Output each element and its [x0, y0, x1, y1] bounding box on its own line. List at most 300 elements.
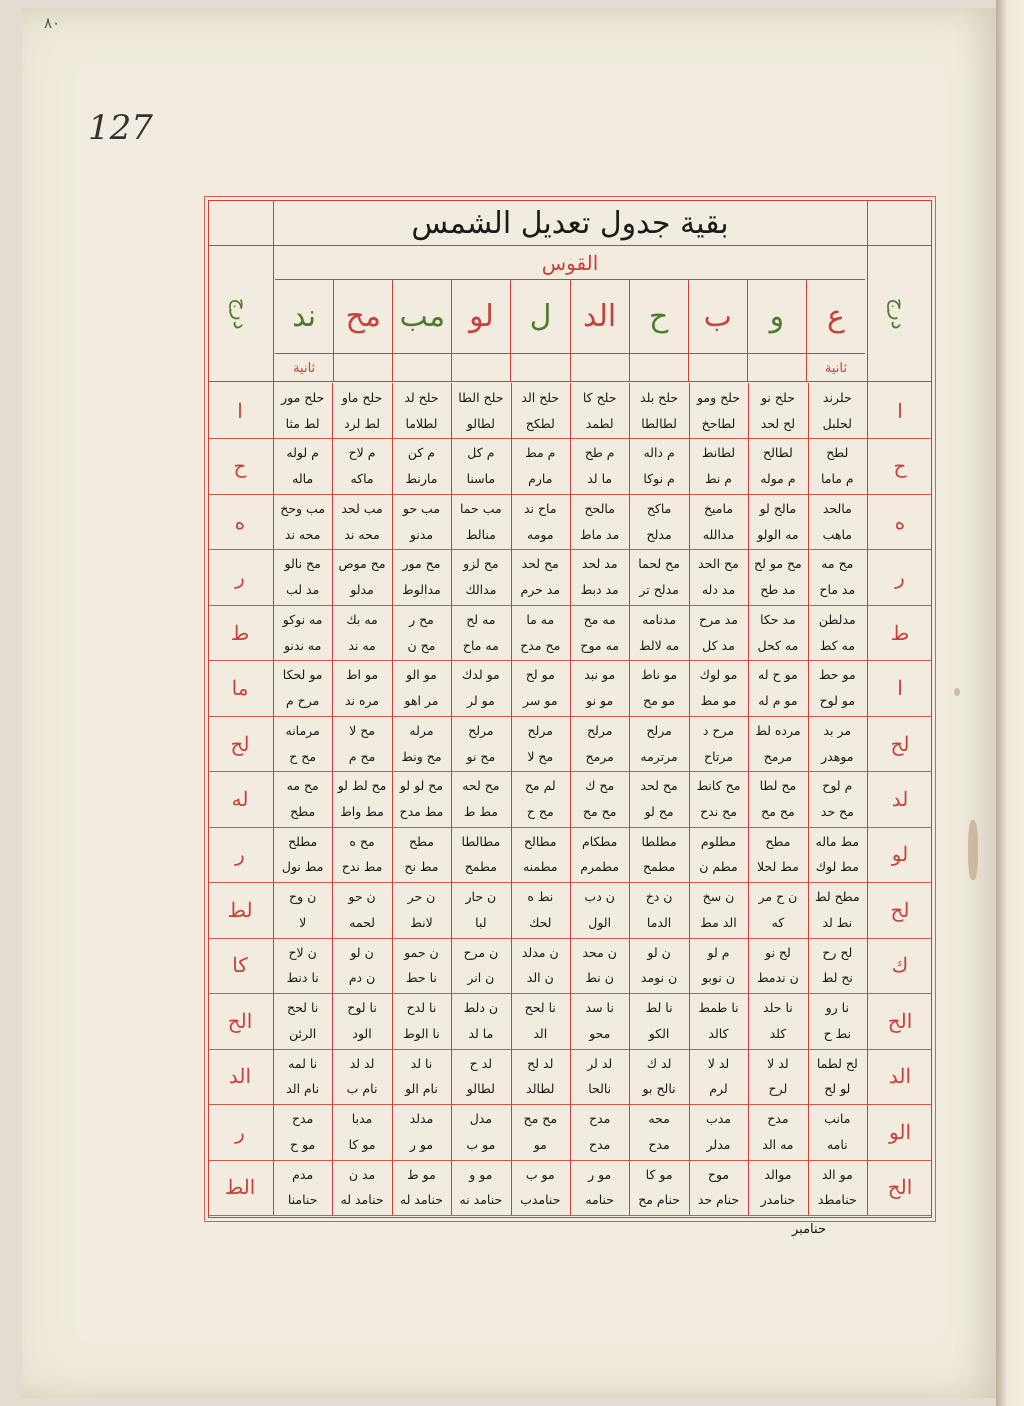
table-cell: [748, 771, 807, 826]
table-cell: [808, 716, 867, 771]
cell-value: حلح الطا: [458, 389, 504, 405]
cell-value: مو لح: [525, 667, 555, 683]
cell-value: نا الوط: [403, 1025, 440, 1041]
table-cell: [808, 1160, 867, 1215]
cell-value: لطلاما: [405, 415, 438, 431]
table-cell: [808, 605, 867, 660]
astronomical-table: [208, 200, 932, 1218]
row-sign-right: لو: [891, 842, 909, 867]
cell-value: مطح: [408, 833, 434, 849]
cell-value: نح لط: [821, 970, 853, 986]
cell-value: لط لرد: [344, 415, 381, 431]
cell-value: مطالح: [523, 833, 557, 849]
cell-value: مدل: [469, 1111, 493, 1127]
cell-value: ماكه: [350, 471, 374, 487]
cell-value: لطكح: [525, 415, 555, 431]
cell-value: ماله: [292, 471, 314, 487]
table-cell: [392, 1104, 451, 1159]
cell-value: ن حمو: [404, 944, 439, 960]
cell-value: نط لد: [822, 914, 853, 930]
row-sign-left: ا: [237, 398, 243, 423]
folio-number: 127: [88, 108, 153, 148]
cell-value: مو لر: [466, 693, 495, 709]
cell-value: مب حما: [460, 500, 502, 516]
cell-value: مدبا: [351, 1111, 373, 1127]
table-cell: [689, 494, 748, 549]
cell-value: مه الولو: [757, 526, 799, 542]
cell-value: مح مح: [761, 803, 795, 819]
cell-value: لحلبل: [822, 415, 852, 431]
cell-value: مدالله: [702, 526, 735, 542]
table-cell: [451, 938, 510, 993]
table-cell: [451, 383, 510, 438]
cell-value: مدلر: [706, 1136, 731, 1152]
degree-header: مح: [333, 279, 392, 353]
row-sign-right: الو: [889, 1119, 911, 1144]
row-sign-right: الح: [887, 1175, 913, 1200]
cell-value: مد لب: [285, 582, 320, 598]
cell-value: لو لح: [824, 1081, 851, 1097]
cell-value: كه: [771, 914, 785, 930]
cell-value: مدالوط: [402, 582, 441, 598]
row-sign-left: ما: [231, 676, 249, 701]
table-cell: [451, 1104, 510, 1159]
cell-value: مو و: [469, 1166, 493, 1182]
table-cell: [332, 438, 391, 493]
degree-header-row: [275, 279, 865, 353]
cell-value: نا دنط: [286, 970, 319, 986]
cell-value: مح ن: [407, 637, 436, 653]
cell-value: مب لحد: [341, 500, 383, 516]
corner-mark: ٨٠: [44, 14, 61, 32]
cell-value: ن لو: [350, 944, 374, 960]
cell-value: حلح الد: [521, 389, 560, 405]
cell-value: موح: [707, 1166, 730, 1182]
cell-value: مدالك: [465, 582, 497, 598]
cell-value: ن حار: [465, 889, 497, 905]
cell-value: مح لو لو: [399, 778, 444, 794]
table-cell: [511, 494, 570, 549]
table-cell: [332, 938, 391, 993]
cell-value: محو: [589, 1025, 611, 1041]
cell-value: مرمح: [763, 748, 793, 764]
table-cell: [273, 771, 332, 826]
ruling-line: [332, 383, 333, 1215]
cell-value: مط لحلا: [756, 859, 799, 875]
cell-value: مه ندنو: [283, 637, 322, 653]
cell-value: مو سر: [523, 693, 558, 709]
cell-value: مو ح: [290, 1136, 316, 1152]
table-cell: [808, 1104, 867, 1159]
table-cell: [332, 882, 391, 937]
table-cell: [273, 660, 332, 715]
degree-header: ع: [806, 279, 865, 353]
cell-value: ماميخ: [703, 500, 734, 516]
table-cell: [451, 827, 510, 882]
cell-value: حنامد له: [340, 1192, 384, 1208]
cell-value: م نط: [704, 471, 733, 487]
cell-value: مه مح: [583, 611, 616, 627]
cell-value: مد ن: [348, 1166, 376, 1182]
cell-value: مح مور: [402, 556, 441, 572]
row-sign-right: لح: [890, 731, 910, 756]
cell-value: مح لا: [349, 722, 375, 738]
table-cell: [392, 827, 451, 882]
cell-value: نا طمط: [698, 1000, 739, 1016]
table-cell: [808, 383, 867, 438]
table-cell: [511, 827, 570, 882]
cell-value: نا حلد: [763, 1000, 793, 1016]
table-cell: [273, 1104, 332, 1159]
cell-value: مدنو: [409, 526, 434, 542]
table-cell: [273, 1049, 332, 1104]
cell-value: مح ه: [349, 833, 375, 849]
row-sign-left: ر: [235, 1119, 245, 1144]
table-cell: [511, 1160, 570, 1215]
table-cell: [689, 438, 748, 493]
cell-value: مد حرم: [520, 582, 561, 598]
cell-value: مو حط: [818, 667, 856, 683]
cell-value: م ماما: [820, 471, 854, 487]
cell-value: حنامطد: [817, 1192, 857, 1208]
cell-value: حنامنا: [287, 1192, 318, 1208]
cell-value: مدح: [767, 1111, 789, 1127]
row-sign-left: الد: [228, 1064, 252, 1089]
cell-value: ن محد: [582, 944, 617, 960]
cell-value: مرتاح: [704, 748, 733, 764]
table-cell: [392, 605, 451, 660]
cell-value: لح نو: [765, 944, 791, 960]
table-cell: [629, 882, 688, 937]
table-cell: [689, 827, 748, 882]
cell-value: ن دم: [348, 970, 376, 986]
cell-value: ن لو: [647, 944, 671, 960]
cell-value: مو اط: [345, 667, 379, 683]
table-cell: [273, 549, 332, 604]
cell-value: مد كل: [702, 637, 735, 653]
title-band: [209, 201, 931, 246]
cell-value: مح لط لو: [337, 778, 387, 794]
table-cell: [392, 383, 451, 438]
cell-value: مطكام: [581, 833, 618, 849]
cell-value: مو كا: [645, 1166, 673, 1182]
cell-value: ن مرح: [463, 944, 499, 960]
cell-value: مارم: [528, 471, 553, 487]
table-cell: [392, 993, 451, 1048]
catchword: حنامبر: [792, 1222, 826, 1237]
ruling-line: [748, 383, 749, 1215]
cell-value: مد دله: [701, 582, 736, 598]
table-body: [209, 383, 931, 1215]
cell-value: ماكح: [646, 500, 672, 516]
row-sign-right: ر: [895, 565, 905, 590]
table-cell: [689, 1160, 748, 1215]
side-label-right: درج: [887, 298, 911, 330]
cell-value: حلح بلد: [640, 389, 679, 405]
cell-value: محه ند: [344, 526, 380, 542]
cell-value: ن انر: [467, 970, 495, 986]
cell-value: مط ماله: [815, 833, 860, 849]
cell-value: ن وح: [289, 889, 317, 905]
cell-value: مب حو: [402, 500, 441, 516]
cell-value: مو ط: [407, 1166, 436, 1182]
degree-header: ح: [629, 279, 688, 353]
subheader-cell: [510, 354, 569, 382]
cell-value: حنامه: [585, 1192, 615, 1208]
cell-value: م طح: [584, 445, 615, 461]
table-cell: [392, 1049, 451, 1104]
table-cell: [629, 827, 688, 882]
table-cell: [392, 494, 451, 549]
table-cell: [511, 660, 570, 715]
cell-value: مدب: [705, 1111, 731, 1127]
cell-value: مدنامه: [642, 611, 677, 627]
cell-value: مط نول: [281, 859, 324, 875]
cell-value: لطالو: [466, 1081, 495, 1097]
cell-value: مح لا: [527, 748, 554, 764]
cell-value: مانب: [824, 1111, 851, 1127]
table-cell: [570, 771, 629, 826]
cell-value: حلح كا: [582, 389, 617, 405]
table-cell: [392, 716, 451, 771]
cell-value: مح نو: [466, 748, 496, 764]
cell-value: مح لزو: [463, 556, 499, 572]
table-cell: [570, 438, 629, 493]
cell-value: نا لط: [645, 1000, 673, 1016]
cell-value: مطلطا: [641, 833, 677, 849]
cell-value: مط لوك: [815, 859, 859, 875]
table-cell: [570, 827, 629, 882]
cell-value: نامه: [826, 1136, 848, 1152]
cell-value: مو ر: [588, 1166, 612, 1182]
table-title: بقية جدول تعديل الشمس: [411, 205, 729, 241]
cell-value: مب وحخ: [280, 500, 326, 516]
degree-header: لو: [451, 279, 510, 353]
subheader-row: [275, 353, 865, 382]
cell-value: مه نوكو: [282, 611, 323, 627]
row-sign-left: لط: [227, 897, 253, 922]
cell-value: نا لمه: [288, 1055, 318, 1071]
cell-value: مومه: [526, 526, 554, 542]
table-cell: [273, 938, 332, 993]
cell-value: لا: [299, 914, 307, 930]
cell-value: مدم: [292, 1166, 314, 1182]
subheader-cell: ثانية: [293, 360, 316, 376]
cell-value: مح الحد: [698, 556, 739, 572]
row-sign-right: الد: [888, 1064, 912, 1089]
cell-value: م لوح: [822, 778, 853, 794]
cell-value: لحك: [529, 914, 552, 930]
cell-value: مارنط: [405, 471, 438, 487]
cell-value: م مط: [525, 445, 556, 461]
header-band: [209, 247, 931, 382]
table-cell: [332, 1049, 391, 1104]
cell-value: مو مط: [700, 693, 737, 709]
table-cell: [748, 827, 807, 882]
cell-value: مح مه: [286, 778, 319, 794]
cell-value: ن حو: [348, 889, 376, 905]
cell-value: لح لطما: [816, 1055, 858, 1071]
cell-value: ن دب: [584, 889, 615, 905]
cell-value: حنامد له: [399, 1192, 443, 1208]
table-cell: [511, 383, 570, 438]
table-cell: [570, 1160, 629, 1215]
cell-value: لد لح: [527, 1055, 554, 1071]
cell-value: نا لوح: [347, 1000, 377, 1016]
table-cell: [451, 660, 510, 715]
cell-value: مح لحما: [638, 556, 680, 572]
table-cell: [748, 494, 807, 549]
cell-value: حنامد نه: [459, 1192, 503, 1208]
cell-value: مه لح: [466, 611, 496, 627]
cell-value: لد لد: [349, 1055, 375, 1071]
cell-value: مرلح: [468, 722, 494, 738]
subheader-cell: [451, 354, 510, 382]
table-cell: [511, 716, 570, 771]
cell-value: مد طح: [760, 582, 796, 598]
ruling-line: [808, 383, 809, 1215]
cell-value: الود: [352, 1025, 372, 1041]
table-cell: [748, 938, 807, 993]
book-gutter: [996, 0, 1024, 1406]
table-cell: [808, 549, 867, 604]
table-cell: [273, 827, 332, 882]
cell-value: مطح: [290, 803, 316, 819]
cell-value: مرمح: [585, 748, 614, 764]
cell-value: لانط: [410, 914, 433, 930]
cell-value: مه كحل: [757, 637, 799, 653]
cell-value: مو مح: [643, 693, 676, 709]
ruling-line: [570, 383, 571, 1215]
table-cell: [748, 716, 807, 771]
cell-value: حلح مور: [281, 389, 325, 405]
cell-value: مح م: [348, 748, 376, 764]
cell-value: مح مدح: [520, 637, 561, 653]
table-cell: [808, 827, 867, 882]
row-sign-left: لح: [230, 731, 250, 756]
table-cell: [451, 549, 510, 604]
arc-label: القوس: [275, 247, 865, 280]
cell-value: لرح: [768, 1081, 788, 1097]
table-cell: [451, 494, 510, 549]
table-cell: [748, 660, 807, 715]
table-cell: [570, 993, 629, 1048]
table-cell: [451, 605, 510, 660]
cell-value: مو نبد: [584, 667, 616, 683]
degree-header: مب: [392, 279, 451, 353]
cell-value: مدح: [291, 1111, 314, 1127]
table-cell: [451, 1160, 510, 1215]
cell-value: ن الد: [526, 970, 554, 986]
cell-value: نا حط: [406, 970, 437, 986]
table-cell: [451, 716, 510, 771]
table-cell: [392, 1160, 451, 1215]
cell-value: مه كط: [819, 637, 855, 653]
cell-value: الد: [533, 1025, 548, 1041]
table-cell: [273, 605, 332, 660]
cell-value: مطمح: [464, 859, 497, 875]
cell-value: حلح لد: [404, 389, 439, 405]
ruling-line: [867, 201, 868, 1215]
cell-value: لد لا: [707, 1055, 730, 1071]
cell-value: ن دلط: [463, 1000, 499, 1016]
table-cell: [273, 383, 332, 438]
cell-value: مح لحد: [640, 778, 678, 794]
table-cell: [629, 1104, 688, 1159]
cell-value: نط ه: [527, 889, 554, 905]
cell-value: مو لدك: [461, 667, 500, 683]
cell-value: نا لحح: [287, 1000, 319, 1016]
table-cell: [273, 494, 332, 549]
degree-header: ل: [510, 279, 569, 353]
table-cell: [570, 383, 629, 438]
cell-value: مالحد: [822, 500, 852, 516]
table-cell: [392, 882, 451, 937]
cell-value: مو لوح: [819, 693, 856, 709]
row-sign-right: ه: [894, 509, 906, 534]
cell-value: مدلطن: [818, 611, 856, 627]
table-cell: [748, 549, 807, 604]
cell-value: لطالطا: [641, 415, 677, 431]
row-sign-right: لح: [890, 897, 910, 922]
table-cell: [808, 771, 867, 826]
cell-value: لطح: [826, 445, 849, 461]
cell-value: مط ندح: [341, 859, 383, 875]
table-cell: [451, 771, 510, 826]
cell-value: ن سخ: [702, 889, 735, 905]
subheader-cell: [688, 354, 747, 382]
cell-value: مطم ن: [699, 859, 738, 875]
table-cell: [332, 549, 391, 604]
table-cell: [570, 660, 629, 715]
cell-value: مرح د: [702, 722, 735, 738]
table-cell: [332, 993, 391, 1048]
table-cell: [808, 993, 867, 1048]
cell-value: مح مه: [821, 556, 854, 572]
cell-value: مو ح له: [758, 667, 798, 683]
table-cell: [511, 549, 570, 604]
table-cell: [332, 605, 391, 660]
table-cell: [629, 494, 688, 549]
cell-value: مح ونط: [401, 748, 442, 764]
ink-stain: [968, 820, 978, 880]
table-cell: [570, 1049, 629, 1104]
cell-value: ن مدلد: [521, 944, 559, 960]
table-cell: [511, 938, 570, 993]
row-sign-left: له: [231, 786, 249, 811]
table-cell: [808, 882, 867, 937]
table-cell: [629, 549, 688, 604]
subheader-cell: ثانية: [806, 354, 865, 382]
table-cell: [332, 716, 391, 771]
cell-value: مه بك: [346, 611, 378, 627]
cell-value: نا لدح: [406, 1000, 437, 1016]
cell-value: مدلح: [646, 526, 672, 542]
cell-value: مو ب: [466, 1136, 496, 1152]
cell-value: م لو: [707, 944, 730, 960]
cell-value: نا لد: [410, 1055, 433, 1071]
cell-value: الد مط: [700, 914, 737, 930]
table-cell: [273, 993, 332, 1048]
cell-value: لطمد: [585, 415, 614, 431]
cell-value: حلح ماو: [341, 389, 383, 405]
table-cell: [570, 494, 629, 549]
cell-value: مد مرح: [699, 611, 738, 627]
cell-value: مه موح: [580, 637, 619, 653]
cell-value: مط مدح: [399, 803, 444, 819]
cell-value: لد لا: [767, 1055, 789, 1071]
cell-value: مط نح: [404, 859, 439, 875]
